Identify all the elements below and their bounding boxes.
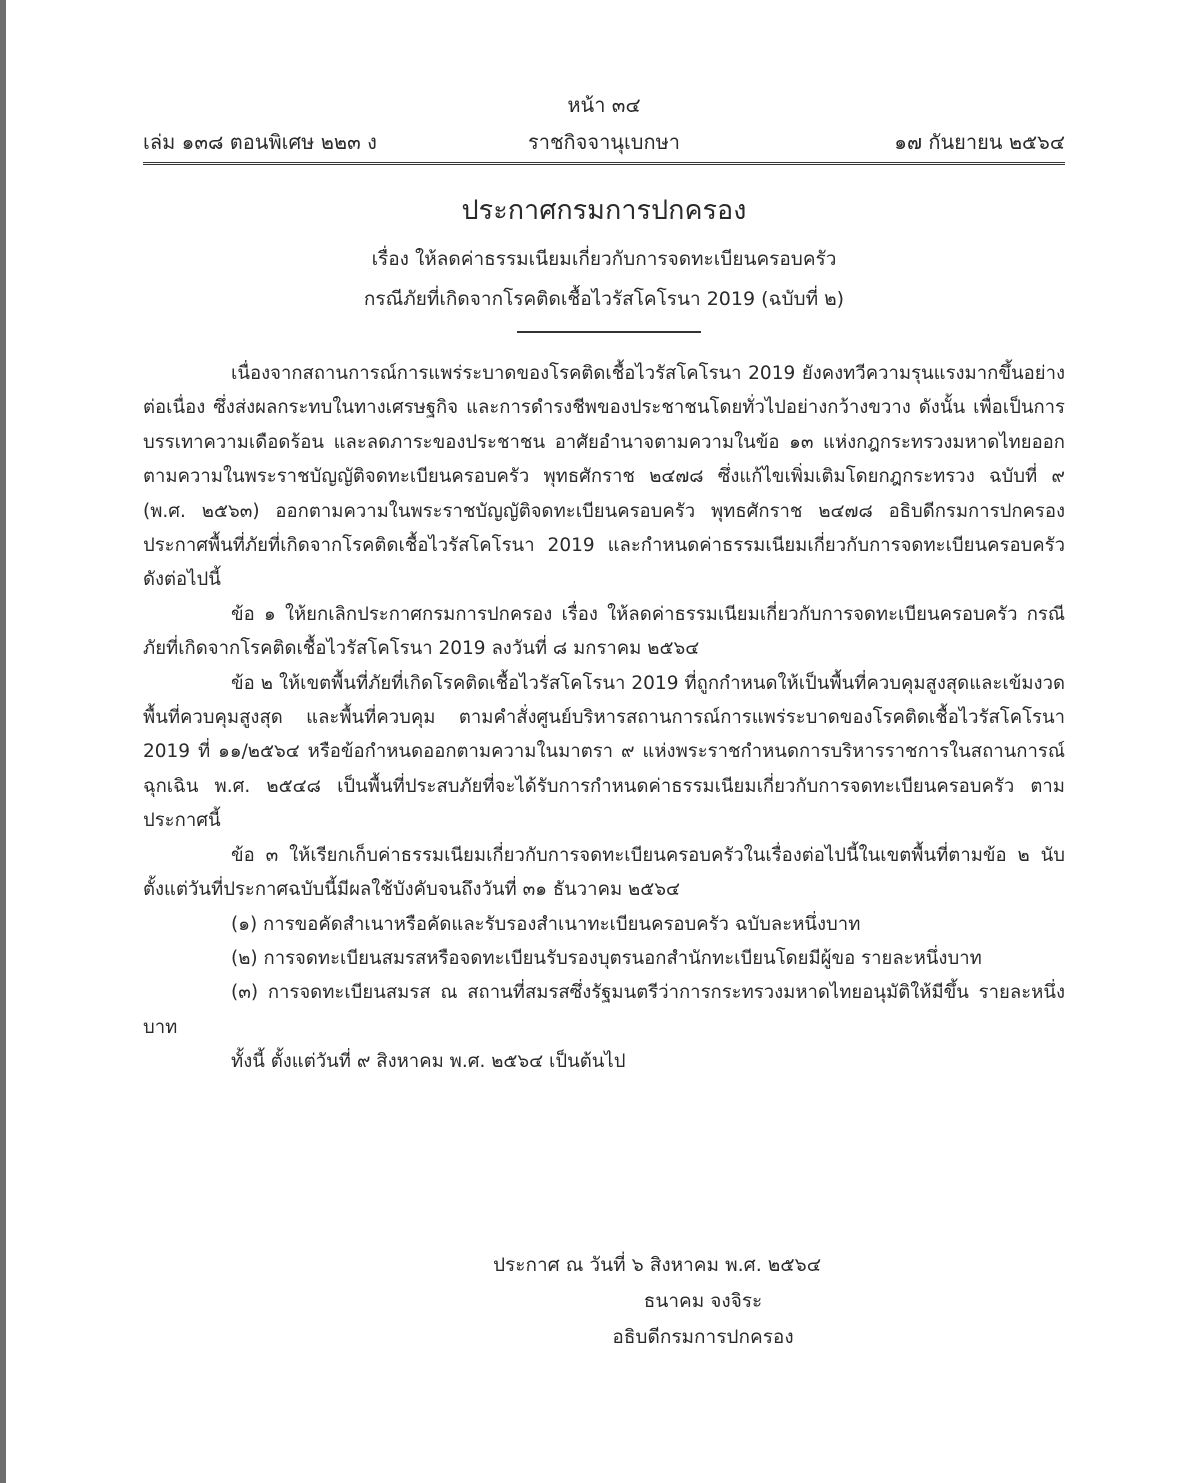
volume-issue: เล่ม ๑๓๘ ตอนพิเศษ ๒๒๓ ง	[143, 130, 377, 154]
fee-item-1: (๑) การขอคัดสำเนาหรือคัดและรับรองสำเนาทะเบียนครอบครัว ฉบับละหนึ่งบาท	[231, 913, 861, 935]
publication-date: ๑๗ กันยายน ๒๕๖๔	[894, 130, 1065, 154]
effective-date-paragraph: ทั้งนี้ ตั้งแต่วันที่ ๙ สิงหาคม พ.ศ. ๒๕๖๔ เป็นต้นไป	[231, 1051, 626, 1073]
signer-name: ธนาคม จงจิระ	[643, 1290, 763, 1312]
page-number: หน้า ๓๔	[567, 93, 641, 117]
announcement-body	[143, 357, 1065, 1080]
announcement-title: ประกาศกรมการปกครอง	[461, 195, 747, 226]
title-divider	[517, 331, 701, 333]
publication-name: ราชกิจจานุเบกษา	[527, 130, 681, 154]
preamble-paragraph: เนื่องจากสถานการณ์การแพร่ระบาดของโรคติดเชื้อไวรัสโคโรนา 2019 ยังคงทวีความรุนแรงมากขึ้นอย่างต่อเนื่อง ซึ่งส่งผลกระทบในทางเศรษฐกิจ และการดำรงชีพของประชาชนโดยทั่วไปอย่างกว้างขวาง ดังนั้น เพื่อเป็นการบรรเทาความเดือดร้อน และลดภาระของประชาชน อาศัยอำนาจตามความในข้อ ๑๓ แห่งกฎกระทรวงมหาดไทยออกตามความในพระราชบัญญัติจดทะเบียนครอบครัว พุทธศักราช ๒๔๗๘ ซึ่งแก้ไขเพิ่มเติมโดยกฎกระทรวง ฉบับที่ ๙ (พ.ศ. ๒๕๖๓) ออกตามความในพระราชบัญญัติจดทะเบียนครอบครัว พุทธศักราช ๒๔๗๘ อธิบดีกรมการปกครองประกาศพื้นที่ภัยที่เกิดจากโรคติดเชื้อไวรัสโคโรนา 2019 และกำหนดค่าธรรมเนียมเกี่ยวกับการจดทะเบียนครอบครัวดังต่อไปนี้	[143, 363, 1065, 591]
fee-item-2: (๒) การจดทะเบียนสมรสหรือจดทะเบียนรับรองบุตรนอกสำนักทะเบียนโดยมีผู้ขอ รายละหนึ่งบาท	[231, 947, 982, 969]
window-left-edge	[0, 0, 6, 1483]
clause-3: ข้อ ๓ ให้เรียกเก็บค่าธรรมเนียมเกี่ยวกับการจดทะเบียนครอบครัวในเรื่องต่อไปนี้ในเขตพื้นที่ตามข้อ ๒ นับตั้งแต่วันที่ประกาศฉบับนี้มีผลใช้บังคับจนถึงวันที่ ๓๑ ธันวาคม ๒๕๖๔	[143, 844, 1065, 901]
announced-date: ประกาศ ณ วันที่ ๖ สิงหาคม พ.ศ. ๒๕๖๔	[493, 1254, 822, 1276]
gazette-header	[143, 128, 1065, 156]
signature-block	[493, 1247, 913, 1355]
header-divider	[143, 162, 1065, 165]
signer-position: อธิบดีกรมการปกครอง	[612, 1326, 794, 1348]
clause-2: ข้อ ๒ ให้เขตพื้นที่ภัยที่เกิดโรคติดเชื้อไวรัสโคโรนา 2019 ที่ถูกกำหนดให้เป็นพื้นที่ควบคุมสูงสุดและเข้มงวด พื้นที่ควบคุมสูงสุด และพื้นที่ควบคุม ตามคำสั่งศูนย์บริหารสถานการณ์การแพร่ระบาดของโรคติดเชื้อไวรัสโคโรนา 2019 ที่ ๑๑/๒๕๖๔ หรือข้อกำหนดออกตามความในมาตรา ๙ แห่งพระราชกำหนดการบริหารราชการในสถานการณ์ฉุกเฉิน พ.ศ. ๒๕๔๘ เป็นพื้นที่ประสบภัยที่จะได้รับการกำหนดค่าธรรมเนียมเกี่ยวกับการจดทะเบียนครอบครัว ตามประกาศนี้	[143, 672, 1065, 832]
clause-1: ข้อ ๑ ให้ยกเลิกประกาศกรมการปกครอง เรื่อง ให้ลดค่าธรรมเนียมเกี่ยวกับการจดทะเบียนครอบครัว กรณีภัยที่เกิดจากโรคติดเชื้อไวรัสโคโรนา 2019 ลงวันที่ ๘ มกราคม ๒๕๖๔	[143, 603, 1065, 660]
announcement-subject-line2: กรณีภัยที่เกิดจากโรคติดเชื้อไวรัสโคโรนา 2019 (ฉบับที่ ๒)	[363, 288, 845, 310]
fee-item-3: (๓) การจดทะเบียนสมรส ณ สถานที่สมรสซึ่งรัฐมนตรีว่าการกระทรวงมหาดไทยอนุมัติให้มีขึ้น รายละหนึ่งบาท	[143, 982, 1065, 1038]
announcement-subject-line1: เรื่อง ให้ลดค่าธรรมเนียมเกี่ยวกับการจดทะเบียนครอบครัว	[371, 248, 837, 270]
gazette-page	[143, 0, 1065, 1483]
